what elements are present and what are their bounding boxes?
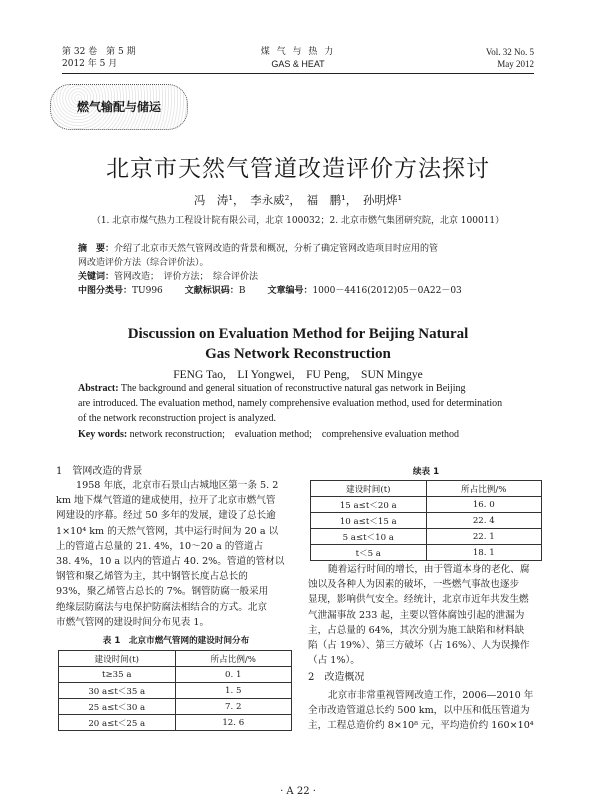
right-line: 气泄漏事故 233 起，主要以管体腐蚀引起的泄漏为 <box>308 609 525 621</box>
keywords-label: 关键词： <box>78 272 115 282</box>
left-line: 1958 年底，北京市石景山古城地区第一条 5. 2 <box>76 480 279 491</box>
table1c-header-time: 建设时间(t) <box>311 481 427 497</box>
left-line: 上的管道占总量的 21. 4%，10～20 a 的管道占 <box>56 540 264 552</box>
header-journal-en: GAS & HEAT <box>271 59 325 69</box>
table-cell: 0. 1 <box>175 667 292 683</box>
article-number-value: 1000－4416(2012)05－0A22－03 <box>312 286 462 296</box>
table1-caption: 表 1 北京市燃气管网的建设时间分布 <box>102 636 250 646</box>
article-number-label: 文章编号： <box>267 286 313 296</box>
left-line: 钢管和聚乙烯管为主，其中钢管长度占总长的 <box>56 571 248 583</box>
keywords-en: network reconstruction; evaluation method; comprehensive evaluation method <box>129 429 460 440</box>
table-cell: 10 a≤t＜15 a <box>311 513 427 529</box>
header-rule <box>62 73 534 74</box>
table-cell: t≥35 a <box>59 667 176 683</box>
left-line: 1×10⁴ km 的天然气管网，其中运行时间为 20 a 以 <box>56 525 279 537</box>
right-line: 随着运行时间的增长，由于管道本身的老化、腐 <box>328 564 530 575</box>
abstract-en <box>78 381 518 442</box>
table-row <box>59 667 292 683</box>
left-line: 93%，聚乙烯管占总长的 7%。钢管防腐一般采用 <box>56 586 269 598</box>
table-cell: 25 a≤t＜30 a <box>59 699 176 715</box>
table1-continued-caption: 续表 1 <box>412 467 440 477</box>
table-row <box>59 715 292 731</box>
section-banner <box>50 84 188 130</box>
right-column-body <box>308 562 544 733</box>
keywords-en-label: Key words: <box>78 429 128 440</box>
table-cell: 30 a≤t＜35 a <box>59 683 176 699</box>
right-line: 显现，影响供气安全。经统计，北京市近年共发生燃 <box>308 594 529 606</box>
abstract-en-line-3: of the network reconstruction project is analyzed. <box>78 413 276 424</box>
clc-value: TU996 <box>132 286 163 296</box>
abstract-en-label: Abstract: <box>78 383 119 394</box>
doc-code-label: 文献标识码： <box>184 286 239 296</box>
table-cell: 16. 0 <box>426 497 542 513</box>
table-row <box>311 513 542 529</box>
affiliation-cn: （1. 北京市煤气热力工程设计院有限公司，北京 100032；2. 北京市燃气集团研究院，北京 100011） <box>91 216 505 226</box>
left-line: 网建设的序幕。经过 50 多年的发展，建设了总长逾 <box>56 510 276 522</box>
abstract-text-1: 介绍了北京市天然气管网改造的背景和概况，分析了确定管网改造项目时应用的管 <box>114 244 439 254</box>
authors-cn: 冯 涛¹， 李永威²， 福 鹏¹， 孙明烨¹ <box>193 193 403 207</box>
clc-label: 中图分类号： <box>78 286 133 296</box>
header-volume-en: Vol. 32 No. 5 <box>485 47 534 57</box>
right-line: 主，工程总造价约 8×10⁸ 元，平均造价约 160×10⁴ <box>308 720 534 732</box>
right-line: 北京市非常重视管网改造工作，2006—2010 年 <box>328 689 534 701</box>
table-cell: 1. 5 <box>175 683 292 699</box>
header-date-en: May 2012 <box>497 59 534 69</box>
table-cell: 22. 4 <box>426 513 542 529</box>
table-cell: 15 a≤t＜20 a <box>311 497 427 513</box>
right-line: 全市改造管道总长约 500 km，以中压和低压管道为 <box>308 704 530 716</box>
left-line: 38. 4%，10 a 以内的管道占 40. 2%。管道的管材以 <box>56 556 285 568</box>
section-banner-label: 燃气输配与储运 <box>76 100 161 114</box>
right-line: 蚀以及各种人为因素的破坏，一些燃气事故也逐步 <box>308 579 520 591</box>
table1c-header-ratio: 所占比例/% <box>426 481 542 497</box>
table1 <box>58 650 292 731</box>
table-row <box>311 545 542 561</box>
table-cell: t＜5 a <box>311 545 427 561</box>
section-1-heading: 1 管网改造的背景 <box>56 466 143 477</box>
header-date-cn: 2012 年 5 月 <box>62 59 118 69</box>
right-line: 陷（占 19%）、第三方破坏（占 16%）、人为误操作 <box>308 640 530 652</box>
section-2-heading: 2 改造概况 <box>308 672 365 684</box>
table-cell: 12. 6 <box>175 715 292 731</box>
table-cell: 18. 1 <box>426 545 542 561</box>
abstract-label: 摘 要： <box>78 244 115 254</box>
table-cell: 7. 2 <box>175 699 292 715</box>
table-cell: 20 a≤t＜25 a <box>59 715 176 731</box>
paper-title-en-1: Discussion on Evaluation Method for Beijing Natural <box>127 326 469 342</box>
abstract-text-2: 网改造评价方法（综合评价法）。 <box>78 258 209 268</box>
left-line: 绝缘层防腐法与电保护防腐法相结合的方式。北京 <box>56 601 268 613</box>
keywords-cn: 管网改造； 评价方法； 综合评价法 <box>114 272 259 282</box>
page-number: · A 22 · <box>280 786 316 797</box>
paper-title-cn: 北京市天然气管道改造评价方法探讨 <box>106 156 490 182</box>
paper-title-en-2: Gas Network Reconstruction <box>205 346 391 362</box>
table-header-row <box>59 651 292 667</box>
table-row <box>311 497 542 513</box>
abstract-en-line-2: are introduced. The evaluation method, namely comprehensive evaluation method, used for determination <box>78 398 503 409</box>
table1-header-ratio: 所占比例/% <box>175 651 292 667</box>
left-column-body <box>56 478 296 630</box>
table-header-row <box>311 481 542 497</box>
table1-header-time: 建设时间(t) <box>59 651 176 667</box>
left-line: 市燃气管网的建设时间分布见表 1。 <box>56 616 210 628</box>
abstract-en-line-1: The background and general situation of reconstructive natural gas network in Beijing <box>120 383 466 394</box>
table-cell: 5 a≤t＜10 a <box>311 529 427 545</box>
left-line: km 地下煤气管道的建成使用，拉开了北京市燃气管 <box>56 495 276 507</box>
authors-en: FENG Tao, LI Yongwei, FU Peng, SUN Mingye <box>173 369 423 381</box>
header-journal-cn: 煤 气 与 热 力 <box>260 47 336 57</box>
table1-continued <box>310 480 542 561</box>
right-line: （占 1%）。 <box>308 655 360 667</box>
table-row <box>59 683 292 699</box>
table-row <box>59 699 292 715</box>
table-row <box>311 529 542 545</box>
right-line: 主，占总量的 64%，其次分别为施工缺陷和材料缺 <box>308 624 525 636</box>
doc-code-value: B <box>238 286 246 296</box>
table-cell: 22. 1 <box>426 529 542 545</box>
abstract-cn <box>78 242 518 298</box>
header-volume-cn: 第 32 卷 第 5 期 <box>62 47 136 57</box>
